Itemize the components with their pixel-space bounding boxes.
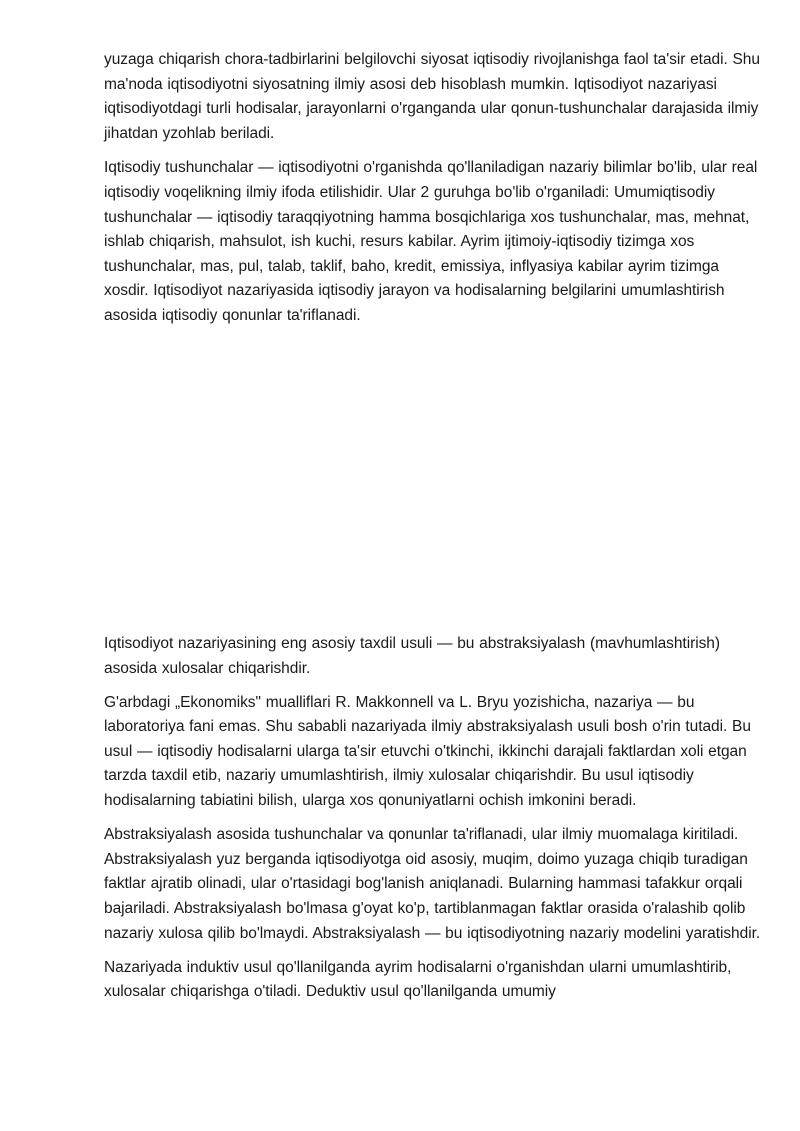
bottom-text-block <box>104 632 764 1014</box>
paragraph-economics-authors: G'arbdagi „Ekonomiks" mualliflari R. Makkonnell va L. Bryu yozishicha, nazariya — bu laboratoriya fani emas. Shu sababli nazariyada ilmiy abstraksiyalash usuli bosh o'rin tutadi. Bu usul — iqtisodiy hodisalarni ularga ta'sir etuvchi o'tkinchi, ikkinchi darajali faktlardan xoli etgan tarzda taxdil etib, nazariy umumlashtirish, ilmiy xulosalar chiqarishdir. Bu usul iqtisodiy hodisalarning tabiatini bilish, ularga xos qonuniyatlarni ochish imkonini beradi. <box>104 693 751 810</box>
paragraph-economic-concepts: Iqtisodiy tushunchalar — iqtisodiyotni o'rganishda qo'llaniladigan nazariy bilimlar bo'lib, ular real iqtisodiy voqelikning ilmiy ifoda etilishidir. Ular 2 guruhga bo'lib o'rganiladi: Umumiqtisodiy tushunchalar — iqtisodiy taraqqiyotning hamma bosqichlariga xos tushunchalar, mas, mehnat, ishlab chiqarish, mahsulot, ish kuchi, resurs kabilar. Ayrim ijtimoiy-iqtisodiy tizimga xos tushunchalar, mas, pul, talab, taklif, baho, kredit, emissiya, inflyasiya kabilar ayrim tizimga xosdir. Iqtisodiyot nazariyasida iqtisodiy jarayon va hodisalarning belgilarini umumlashtirish asosida iqtisodiy qonunlar ta'riflanadi. <box>104 159 758 324</box>
paragraph-policy: yuzaga chiqarish chora-tadbirlarini belgilovchi siyosat iqtisodiy rivojlanishga faol ta'sir etadi. Shu ma'noda iqtisodiyotni siyosatning ilmiy asosi deb hisoblash mumkin. Iqtisodiyot nazariyasi iqtisodiyotdagi turli hodisalar, jarayonlarni o'rganganda ular qonun-tushunchalar darajasida ilmiy jihatdan yzohlab beriladi. <box>104 51 760 142</box>
top-text-block <box>104 48 764 339</box>
paragraph-abstraction: Abstraksiyalash asosida tushunchalar va qonunlar ta'riflanadi, ular ilmiy muomalaga kiritiladi. Abstraksiyalash yuz berganda iqtisodiyotga oid asosiy, muqim, doimo yuzaga chiqib turadigan faktlar ajratib olinadi, ular o'rtasidagi bog'lanish aniqlanadi. Bularning hammasi tafakkur orqali bajariladi. Abstraksiyalash bo'lmasa g'oyat ko'p, tartiblanmagan faktlar orasida o'ralashib qolib nazariy xulosa qilib bo'lmaydi. Abstraksiyalash — bu iqtisodiyotning nazariy modelini yaratishdir. <box>104 826 761 942</box>
paragraph-analysis-method: Iqtisodiyot nazariyasining eng asosiy taxdil usuli — bu abstraksiyalash (mavhumlashtirish) asosida xulosalar chiqarishdir. <box>104 635 720 677</box>
paragraph-inductive-method: Nazariyada induktiv usul qo'llanilganda ayrim hodisalarni o'rganishdan ularni umumlashtirib, xulosalar chiqarishga o'tiladi. Deduktiv usul qo'llanilganda umumiy <box>104 958 732 1001</box>
